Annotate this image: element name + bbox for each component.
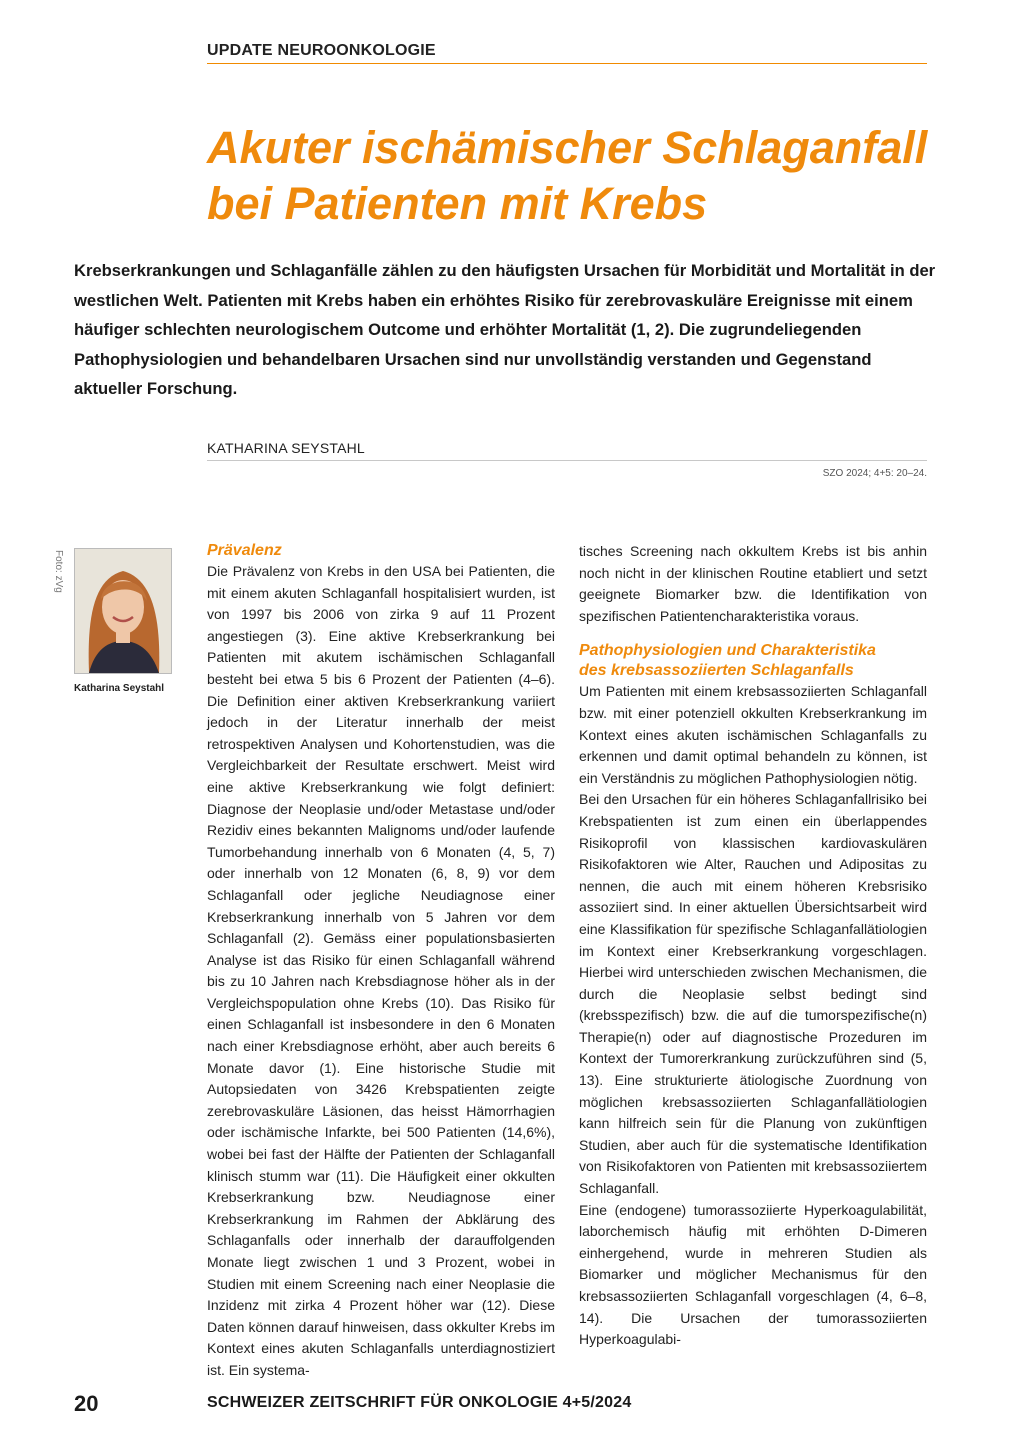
heading-line-2: des krebsassoziierten Schlaganfalls (579, 662, 854, 680)
photo-credit: Foto: zVg (53, 550, 64, 593)
paragraph-praevalenz: Die Prävalenz von Krebs in den USA bei Patienten, die mit einem akuten Schlaganfall hospitalisiert wurden, ist von 1997 bis 2006 von zirka 9 auf 11 Prozent angestiegen (3). Eine aktive Krebserkrankung bei Patienten mit akutem ischämischen Schlaganfall besteht bei etwa 5 bis 6 Prozent der Patienten (4–6). Die Definition einer aktiven Krebserkrankung variiert jedoch in der Literatur innerhalb der meist retrospektiven Analysen und Kohortenstudien, was die Vergleichbarkeit der Resultate erschwert. Meist wird eine aktive Krebserkrankung wie folgt definiert: Diagnose der Neoplasie und/oder Metastase und/oder Rezidiv eines bekannten Malignoms und/oder laufende Tumorbehandung innerhalb von 6 Monaten (4, 5, 7) oder innerhalb von 12 Monaten (6, 8, 9) vor dem Schlaganfall oder jegliche Neudiagnose einer Krebserkrankung innerhalb von 5 Jahren vor dem Schlaganfall (2). Gemäss einer populationsbasierten Analyse ist das Risiko für einen Schlaganfall während bis zu 10 Jahren nach Krebsdiagnose höher als in der Vergleichspopulation ohne Krebs (10). Das Risiko für einen Schlaganfall ist insbesondere in den 6 Monaten nach einer Krebsdiagnose erhöht, aber auch bereits 6 Monate davor (1). Eine historische Studie mit Autopsiedaten von 3426 Krebspatienten zeigte zerebrovaskuläre Läsionen, das heisst Hämorrhagien oder ischämische Infarkte, bei 500 Patienten (14,6%), wobei bei fast der Hälfte der Patienten der Schlaganfall klinisch stumm war (11). Die Häufigkeit einer okkulten Krebserkrankung bzw. Neudiagnose einer Krebserkrankung im Rahmen der Abklärung des Schlaganfalls oder innerhalb der darauffolgenden Monate liegt zwischen 1 und 3 Prozent, wobei in Studien mit einem Screening nach einer Neoplasie die Inzidenz mit zirka 4 Prozent höher war (12). Diese Daten können darauf hinweisen, dass okkulter Krebs im Kontext eines akuten Schlaganfalls unterdiagnostiziert ist. Ein systema- (207, 563, 555, 1378)
page-number: 20 (74, 1391, 99, 1416)
citation: SZO 2024; 4+5: 20–24. (822, 468, 927, 479)
header-rule (207, 63, 927, 64)
paragraph-3: Eine (endogene) tumorassoziierte Hyperkoagulabilität, laborchemisch häufig mit erhöhten D-Dimeren einhergehend, wurde in mehreren Studien als Biomarker und möglicher Mechanismus für den krebsassoziierten Schlaganfall vorgeschlagen (4, 6–8, 14). Die Ursachen der tumorassoziierten Hyperkoagulabi- (579, 1201, 927, 1348)
journal-footer: SCHWEIZER ZEITSCHRIFT FÜR ONKOLOGIE 4+5/2024 (207, 1394, 632, 1411)
article-title (207, 120, 947, 232)
section-label: UPDATE NEUROONKOLOGIE (207, 42, 436, 59)
lead-paragraph: Krebserkrankungen und Schlaganfälle zählen zu den häufigsten Ursachen für Morbidität und Mortalität in der westlichen Welt. Patienten mit Krebs haben ein erhöhtes Risiko für zerebrovaskuläre Ereignisse mit einem häufiger schlechten neurologischem Outcome und erhöhter Mortalität (1, 2). Die zugrundeliegenden Pathophysiologien und behandelbaren Ursachen sind nur unvollständig verstanden und Gegenstand aktueller Forschung. (74, 261, 936, 398)
paragraph-2: Bei den Ursachen für ein höheres Schlaganfallrisiko bei Krebspatienten ist zum einen ein überlappendes Risikoprofil von klassischen kardiovaskulären Risikofaktoren wie Alter, Rauchen und Adipositas zu nennen, die auch mit einem höheren Krebsrisiko assoziiert sind. In einer aktuellen Übersichtsarbeit wird eine Klassifikation für spezifische Schlaganfallätiologien im Kontext einer Krebserkrankung vorgeschlagen. Hierbei wird unterschieden zwischen Mechanismen, die durch die Neoplasie selbst bedingt sind (krebsspezifisch) bzw. die auf die tumorspezifische(n) Therapie(n) oder auf diagnostische Prozeduren im Kontext der Tumorerkrankung zurückzuführen sind (5, 13). Eine strukturierte ätiologische Zuordnung von möglichen krebsassoziierten Schlaganfallätiologien kann hilfreich sein für die Planung von zukünftigen Studien, aber auch für die systematische Identifikation von Risikofaktoren von Patienten mit krebsassoziiertem Schlaganfall. (579, 791, 927, 1197)
portrait-image (75, 549, 171, 673)
author-photo (74, 548, 172, 674)
heading-praevalenz: Prävalenz (207, 542, 282, 559)
paragraph-continued: tisches Screening nach okkultem Krebs ist bis anhin noch nicht in der klinischen Routine etabliert und setzt geeignete Biomarker bzw. die Identifikation von spezifischen Patientencharakteristika voraus. (579, 543, 927, 624)
author-rule (207, 460, 927, 461)
title-line-1: Akuter ischämischer Schlaganfall (207, 122, 928, 173)
heading-line-1: Pathophysiologien und Charakteristika (579, 642, 876, 660)
title-line-2: bei Patienten mit Krebs (207, 178, 708, 229)
author-name: KATHARINA SEYSTAHL (207, 440, 365, 456)
paragraph-1: Um Patienten mit einem krebsassoziierten Schlaganfall bzw. mit einer potenziell okkulten Krebserkrankung im Kontext eines akuten ischämischen Schlaganfalls zu erkennen und damit optimal behandeln zu können, ist ein Verständnis zu möglichen Pathophysiologien nötig. (579, 683, 927, 786)
column-right (579, 541, 927, 1351)
heading-pathophysiologien (579, 641, 927, 681)
photo-caption: Katharina Seystahl (74, 683, 165, 694)
column-left (207, 541, 555, 1382)
